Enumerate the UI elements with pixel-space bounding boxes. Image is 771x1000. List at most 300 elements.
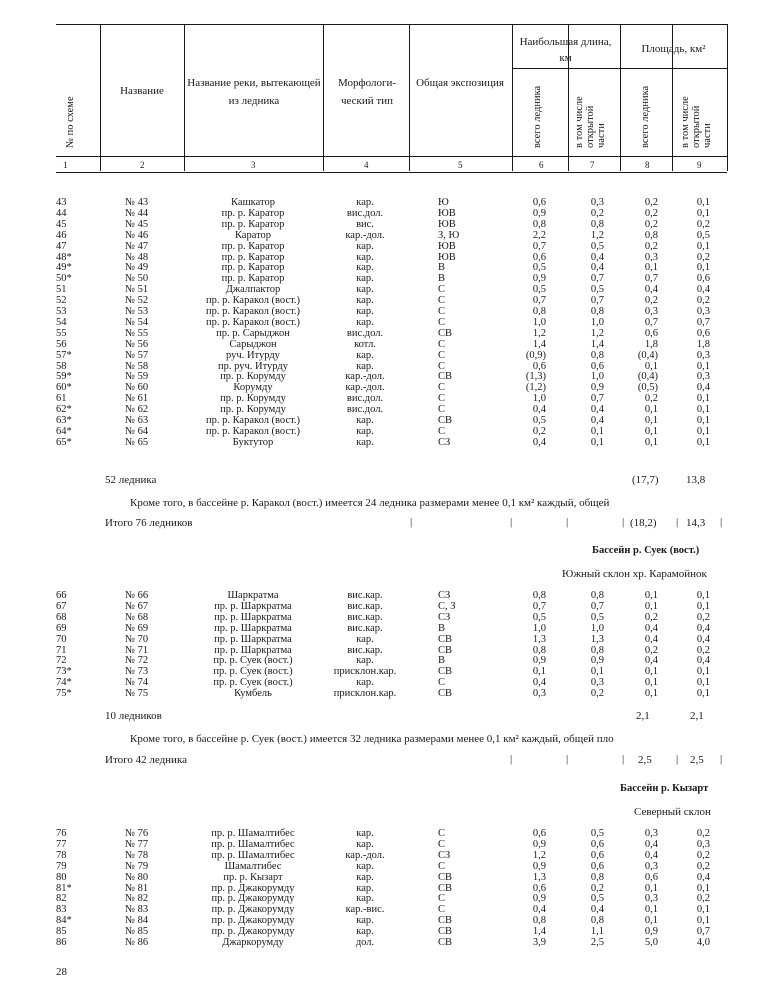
length-total: 0,9 (532, 838, 546, 850)
exposure: СВ (438, 327, 453, 339)
glacier-name: № 48 (125, 251, 149, 263)
exposure: СЗ (438, 611, 451, 623)
area-open: 0,4 (696, 655, 710, 667)
table-row (0, 904, 771, 915)
morphology-type: присклон.кар. (333, 666, 397, 678)
glacier-name: № 82 (125, 893, 149, 905)
table-row (0, 872, 771, 883)
morphology-type: кар. (356, 871, 374, 883)
morphology-type: кар. (356, 860, 374, 872)
glacier-name: № 78 (125, 849, 149, 861)
length-total: 1,4 (532, 338, 546, 350)
length-open: 0,1 (590, 425, 604, 437)
section2-total-bar-3: | (622, 753, 625, 765)
table-row (0, 404, 771, 415)
river-name: пр. р. Каракол (вост.) (205, 306, 301, 317)
table-row (0, 839, 771, 850)
glacier-scheme-number: 86 (56, 937, 67, 948)
glacier-scheme-number: 43 (56, 197, 67, 208)
section1-total-area-total: (18,2) (630, 517, 657, 529)
glacier-name: № 77 (125, 838, 149, 850)
colnum-9: 9 (697, 160, 702, 170)
morphology-type: котл. (354, 338, 376, 350)
length-total: 0,4 (532, 436, 546, 448)
area-open: 0,2 (696, 860, 710, 872)
exposure: С (438, 828, 446, 839)
river-name: пр. р. Каратор (221, 207, 285, 219)
area-total: 0,1 (644, 415, 658, 426)
colnum-5: 5 (458, 160, 463, 170)
glacier-name: № 44 (125, 207, 149, 219)
glacier-scheme-number: 79 (56, 860, 67, 872)
table-row (0, 623, 771, 634)
glacier-name: № 79 (125, 860, 149, 872)
length-open: 0,5 (590, 240, 604, 252)
length-total: 0,9 (532, 655, 546, 667)
area-total: 0,1 (644, 436, 658, 448)
morphology-type: кар. (356, 425, 374, 437)
area-total: (0,4) (637, 371, 658, 383)
glacier-scheme-number: 60* (56, 382, 72, 394)
area-open: 0,1 (696, 360, 710, 372)
exposure: Ю (438, 197, 449, 208)
river-name: пр. р. Джакорумду (211, 915, 295, 927)
area-open: 1,8 (696, 338, 710, 350)
glacier-name: № 83 (125, 904, 149, 916)
length-open-line2: открытой (585, 105, 596, 148)
length-open: 0,5 (590, 828, 604, 839)
area-total: 0,1 (644, 425, 658, 437)
area-open: 0,1 (696, 436, 710, 448)
length-total: (0,9) (525, 349, 546, 361)
area-open: 0,1 (696, 207, 710, 219)
length-total: 0,7 (532, 240, 546, 252)
exposure: С (438, 838, 446, 850)
glacier-scheme-number: 72 (56, 655, 67, 667)
length-open: 0,4 (590, 251, 604, 263)
exposure: СВ (438, 882, 453, 894)
glacier-name: № 55 (125, 327, 149, 339)
table-row (0, 219, 771, 230)
river-name: Кашкатор (231, 197, 275, 208)
glacier-name: № 43 (125, 197, 149, 208)
area-open: 0,3 (696, 371, 710, 383)
area-open: 0,6 (696, 327, 710, 339)
area-total: 0,1 (644, 882, 658, 894)
morphology-type: кар. (356, 262, 374, 274)
river-name: пр. р. Джакорумду (211, 904, 295, 916)
area-open: 0,1 (696, 415, 710, 426)
length-total: 2,2 (532, 229, 546, 241)
exposure: С (438, 677, 446, 689)
section2-basin-title: Бассейн р. Суек (вост.) (592, 545, 700, 556)
area-open: 0,1 (696, 197, 710, 208)
section3-slope-title: Северный склон (634, 806, 711, 818)
river-name: пр. р. Каракол (вост.) (205, 316, 301, 328)
morphology-type: вис.кар. (347, 622, 383, 634)
table-row (0, 241, 771, 252)
area-open: 4,0 (696, 937, 710, 948)
morphology-type: кар. (356, 915, 374, 927)
glacier-scheme-number: 48* (56, 251, 72, 263)
area-total: 1,8 (644, 338, 658, 350)
table-row (0, 883, 771, 894)
colnum-8: 8 (645, 160, 650, 170)
exposure: СЗ (438, 849, 451, 861)
length-open: 0,6 (590, 838, 604, 850)
length-total: 1,0 (532, 393, 546, 405)
exposure: С (438, 284, 446, 296)
morphology-type: кар. (356, 360, 374, 372)
length-total: 0,6 (532, 882, 546, 894)
glacier-name: № 69 (125, 622, 149, 634)
glacier-scheme-number: 55 (56, 327, 67, 339)
glacier-scheme-number: 62* (56, 404, 72, 416)
area-open: 0,4 (696, 871, 710, 883)
length-total: 0,3 (532, 688, 546, 700)
area-total: 0,1 (644, 915, 658, 927)
length-open: 0,4 (590, 904, 604, 916)
river-name: Кумбель (234, 688, 272, 700)
exposure: ЮВ (438, 218, 456, 230)
length-total: 0,8 (532, 590, 546, 601)
glacier-scheme-number: 57* (56, 349, 72, 361)
area-open: 0,3 (696, 349, 710, 361)
river-name: пр. р. Джакорумду (211, 926, 295, 938)
morphology-type: вис.кар. (347, 600, 383, 612)
exposure: СВ (438, 871, 453, 883)
area-total-subheader: всего ледника (640, 85, 651, 148)
river-name: руч. Итурду (226, 349, 280, 361)
table-row (0, 273, 771, 284)
length-open: 0,5 (590, 893, 604, 905)
column-separator (727, 24, 728, 171)
exposure: С (438, 306, 446, 317)
length-total: 0,9 (532, 860, 546, 872)
length-open: 0,5 (590, 284, 604, 296)
table-row (0, 361, 771, 372)
glacier-scheme-number: 77 (56, 838, 67, 850)
exposure: В (438, 655, 446, 667)
area-total: 0,3 (644, 828, 658, 839)
length-total: (1,3) (525, 371, 546, 383)
glacier-name: № 86 (125, 937, 149, 948)
glacier-name: № 47 (125, 240, 149, 252)
area-total: 0,2 (644, 295, 658, 307)
section2-note: Кроме того, в бассейне р. Суек (вост.) имеется 32 ледника размерами менее 0,1 км² каждый, общей пло (130, 733, 614, 745)
glacier-name: № 65 (125, 436, 149, 448)
morphology-type: дол. (355, 937, 375, 948)
exposure: ЮВ (438, 251, 456, 263)
river-name: пр. р. Шаркратма (214, 622, 292, 634)
glacier-name: № 56 (125, 338, 149, 350)
length-total: 1,0 (532, 622, 546, 634)
morphology-type: вис.кар. (347, 611, 383, 623)
table-row (0, 612, 771, 623)
glacier-scheme-number: 74* (56, 677, 72, 689)
length-group-header-text: Наибольшая длина, км (519, 36, 612, 64)
area-total: 0,3 (644, 306, 658, 317)
table-row (0, 828, 771, 839)
colnum-6: 6 (539, 160, 544, 170)
area-open: 0,1 (696, 590, 710, 601)
section2-subtotal-area-open: 2,1 (690, 710, 704, 722)
area-open: 0,2 (696, 828, 710, 839)
length-total: 1,4 (532, 926, 546, 938)
section2-total-area-total: 2,5 (638, 754, 652, 766)
length-open: 0,8 (590, 915, 604, 927)
area-open: 0,2 (696, 644, 710, 656)
table-row (0, 601, 771, 612)
exposure: ЮВ (438, 240, 456, 252)
glacier-name: № 75 (125, 688, 149, 700)
col-river-header (185, 74, 323, 110)
morphology-type: присклон.кар. (333, 688, 397, 700)
glacier-scheme-number: 59* (56, 371, 72, 383)
exposure: СВ (438, 688, 453, 700)
area-open: 0,3 (696, 306, 710, 317)
river-name: пр. р. Каратор (221, 262, 285, 274)
glacier-scheme-number: 44 (56, 207, 67, 219)
length-total: (1,2) (525, 382, 546, 394)
length-total: 0,5 (532, 262, 546, 274)
length-open: 0,2 (590, 207, 604, 219)
section2-subtotal-area-total: 2,1 (636, 710, 650, 722)
area-open: 0,2 (696, 251, 710, 263)
page-number: 28 (56, 966, 67, 978)
area-total: 0,3 (644, 860, 658, 872)
length-open: 0,1 (590, 436, 604, 448)
length-open: 0,7 (590, 295, 604, 307)
section1-note: Кроме того, в бассейне р. Каракол (вост.) имеется 24 ледника размерами менее 0,1 км² каждый, общей (130, 497, 610, 509)
length-open: 0,3 (590, 677, 604, 689)
exposure: С (438, 393, 446, 405)
area-open: 0,1 (696, 404, 710, 416)
area-open: 0,4 (696, 284, 710, 296)
area-total: (0,5) (637, 382, 658, 394)
table-row (0, 634, 771, 645)
exposure: С (438, 360, 446, 372)
morphology-type: кар. (356, 436, 374, 448)
morphology-type: вис. (356, 218, 374, 230)
area-total: 0,2 (644, 207, 658, 219)
area-open-line3: части (702, 123, 713, 148)
area-total: 0,1 (644, 688, 658, 700)
table-row (0, 328, 771, 339)
river-name: пр. р. Корумду (220, 371, 286, 383)
area-total: 0,1 (644, 262, 658, 274)
length-open: 1,0 (590, 371, 604, 383)
area-open: 0,2 (696, 893, 710, 905)
area-open: 0,2 (696, 295, 710, 307)
river-name: Каратор (234, 229, 272, 241)
area-total: 0,4 (644, 838, 658, 850)
length-total: 0,7 (532, 295, 546, 307)
table-row (0, 655, 771, 666)
section3-basin-title: Бассейн р. Кызарт (620, 783, 709, 794)
area-open-line2: открытой (691, 105, 702, 148)
glacier-scheme-number: 47 (56, 240, 67, 252)
area-open: 0,1 (696, 393, 710, 405)
length-open: 1,0 (590, 316, 604, 328)
glacier-scheme-number: 64* (56, 425, 72, 437)
exposure: СЗ (438, 590, 451, 601)
glacier-scheme-number: 52 (56, 295, 67, 307)
length-open: 2,5 (590, 937, 604, 948)
area-open: 0,4 (696, 382, 710, 394)
glacier-scheme-number: 70 (56, 633, 67, 645)
glacier-scheme-number: 83 (56, 904, 67, 916)
length-total: 0,1 (532, 666, 546, 678)
colnum-1: 1 (63, 160, 68, 170)
exposure: С (438, 425, 446, 437)
length-total: 1,0 (532, 316, 546, 328)
morphology-type: кар. (356, 655, 374, 667)
column-separator (323, 24, 324, 171)
area-total: 0,2 (644, 644, 658, 656)
river-name: пр. р. Шамалтибес (211, 828, 295, 839)
colnum-4: 4 (364, 160, 369, 170)
area-open: 0,1 (696, 240, 710, 252)
exposure: С (438, 893, 446, 905)
morphology-type: кар. (356, 677, 374, 689)
glacier-name: № 67 (125, 600, 149, 612)
morphology-type: кар.-дол. (345, 229, 385, 241)
table-row (0, 230, 771, 241)
table-row (0, 850, 771, 861)
length-open: 0,9 (590, 655, 604, 667)
glacier-scheme-number: 63* (56, 415, 72, 426)
exposure: СЗ (438, 436, 451, 448)
glacier-scheme-number: 80 (56, 871, 67, 883)
length-open: 0,8 (590, 590, 604, 601)
length-total: 0,6 (532, 251, 546, 263)
river-name: пр. р. Шаркратма (214, 611, 292, 623)
table-row (0, 208, 771, 219)
length-open-line3: части (596, 123, 607, 148)
length-total: 0,9 (532, 207, 546, 219)
area-total: 0,7 (644, 316, 658, 328)
river-name: пр. р. Кызарт (223, 871, 283, 883)
area-open: 0,1 (696, 915, 710, 927)
length-total: 0,5 (532, 415, 546, 426)
section2-total-area-open: 2,5 (690, 754, 704, 766)
glacier-scheme-number: 68 (56, 611, 67, 623)
morphology-type: кар. (356, 882, 374, 894)
area-open-line1: в том числе (680, 96, 691, 148)
length-total: 0,5 (532, 611, 546, 623)
morphology-type: кар. (356, 633, 374, 645)
glacier-name: № 64 (125, 425, 149, 437)
length-open: 1,4 (590, 338, 604, 350)
glacier-name: № 52 (125, 295, 149, 307)
river-name: Шаркратма (227, 590, 279, 601)
glacier-scheme-number: 76 (56, 828, 67, 839)
length-open: 0,8 (590, 644, 604, 656)
colnum-7: 7 (590, 160, 595, 170)
glacier-scheme-number: 81* (56, 882, 72, 894)
length-total: 0,5 (532, 284, 546, 296)
length-open: 0,4 (590, 415, 604, 426)
glacier-name: № 84 (125, 915, 149, 927)
section2-subtotal-label: 10 ледников (105, 710, 162, 722)
area-open: 0,2 (696, 849, 710, 861)
area-open: 0,7 (696, 316, 710, 328)
river-name: пр. р. Шамалтибес (211, 838, 295, 850)
glacier-scheme-number: 84* (56, 915, 72, 927)
area-open: 0,6 (696, 273, 710, 285)
river-name: пр. р. Каратор (221, 251, 285, 263)
length-open: 1,2 (590, 229, 604, 241)
morphology-type: вис.кар. (347, 590, 383, 601)
length-total: 0,4 (532, 677, 546, 689)
length-total: 0,9 (532, 273, 546, 285)
area-total: 0,2 (644, 218, 658, 230)
morphology-type: вис.дол. (346, 207, 384, 219)
table-row (0, 677, 771, 688)
length-group-header (513, 34, 618, 66)
glacier-name: № 63 (125, 415, 149, 426)
length-total: 0,2 (532, 425, 546, 437)
glacier-scheme-number: 66 (56, 590, 67, 601)
glacier-scheme-number: 53 (56, 306, 67, 317)
glacier-name: № 49 (125, 262, 149, 274)
glacier-name: № 85 (125, 926, 149, 938)
table-row (0, 262, 771, 273)
morphology-type: кар. (356, 240, 374, 252)
table-row (0, 590, 771, 601)
section2-total-label: Итого 42 ледника (105, 754, 188, 766)
glacier-scheme-number: 46 (56, 229, 67, 241)
table-row (0, 371, 771, 382)
glacier-name: № 76 (125, 828, 149, 839)
section1-total-bar-3: | (566, 516, 569, 528)
river-name: Буктутор (232, 436, 274, 448)
river-name: Сарыджон (229, 338, 277, 350)
table-row (0, 645, 771, 656)
morphology-type: кар. (356, 197, 374, 208)
glacier-scheme-number: 50* (56, 273, 72, 285)
length-open: 1,1 (590, 926, 604, 938)
table-row (0, 893, 771, 904)
area-total: 0,3 (644, 893, 658, 905)
river-name: Шамалтибес (224, 860, 282, 872)
length-open: 0,3 (590, 197, 604, 208)
morphology-type: вис.дол. (346, 393, 384, 405)
glacier-name: № 60 (125, 382, 149, 394)
table-row (0, 415, 771, 426)
glacier-name: № 71 (125, 644, 149, 656)
length-open: 1,3 (590, 633, 604, 645)
exposure: С (438, 904, 446, 916)
table-row (0, 317, 771, 328)
glacier-name: № 70 (125, 633, 149, 645)
table-row (0, 437, 771, 448)
area-open: 0,3 (696, 838, 710, 850)
length-open: 0,9 (590, 382, 604, 394)
area-open: 0,2 (696, 218, 710, 230)
length-open: 0,2 (590, 882, 604, 894)
morphology-type: кар. (356, 349, 374, 361)
length-open: 0,7 (590, 393, 604, 405)
section1-total-bar-5: | (676, 516, 679, 528)
morphology-type: кар. (356, 828, 374, 839)
section2-total-bar-4: | (676, 753, 679, 765)
area-total: 0,1 (644, 360, 658, 372)
col-num-header: № по схеме (65, 96, 76, 148)
glacier-name: № 73 (125, 666, 149, 678)
exposure: С (438, 349, 446, 361)
